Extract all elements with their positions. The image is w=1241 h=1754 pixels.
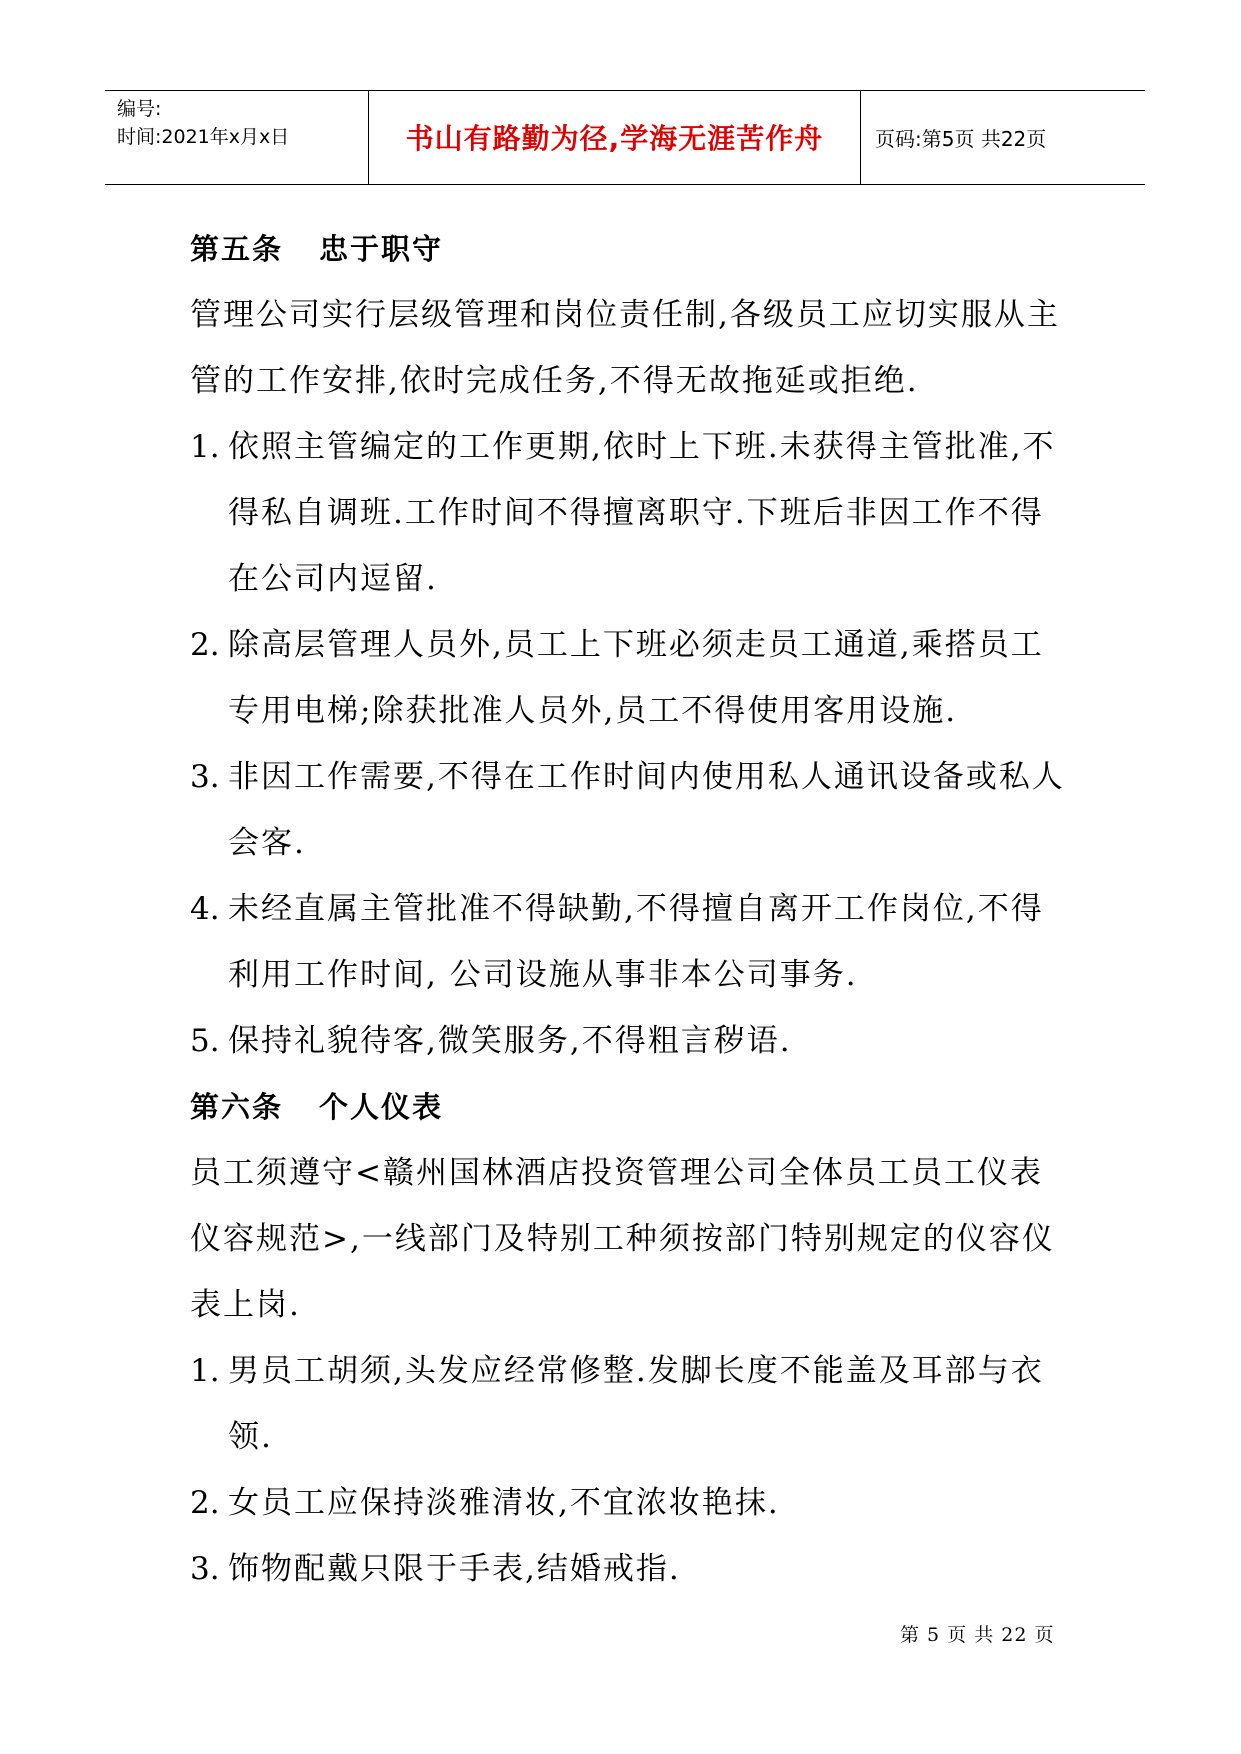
header-number-label: 编号: — [117, 98, 162, 120]
article-5-name: 忠于职守 — [319, 232, 444, 266]
list-item — [190, 1470, 1070, 1536]
article-6-paragraph: 员工须遵守<赣州国林酒店投资管理公司全体员工员工仪表仪容规范>,一线部门及特别工种须按部门特别规定的仪容仪表上岗. — [190, 1155, 1055, 1323]
list-item — [190, 612, 1070, 744]
list-item-number: 2. — [190, 1485, 220, 1521]
list-item-text: 女员工应保持淡雅清妆,不宜浓妆艳抹. — [228, 1485, 780, 1521]
list-item-text: 保持礼貌待客,微笑服务,不得粗言秽语. — [228, 1023, 792, 1059]
header-page-info: 页码:第5页 共22页 — [875, 127, 1047, 151]
article-5-number: 第五条 — [190, 232, 284, 266]
article-6-name: 个人仪表 — [319, 1090, 444, 1124]
article-6-list — [190, 1338, 1070, 1602]
list-item-number: 3. — [190, 759, 220, 795]
document-body — [190, 216, 1070, 1602]
page-footer: 第 5 页 共 22 页 — [900, 1624, 1055, 1646]
list-item-text: 饰物配戴只限于手表,结婚戒指. — [228, 1551, 681, 1587]
list-item-text: 非因工作需要,不得在工作时间内使用私人通讯设备或私人会客. — [228, 759, 1065, 861]
header-divider — [860, 91, 861, 184]
list-item — [190, 744, 1070, 876]
list-item — [190, 1536, 1070, 1602]
list-item-text: 男员工胡须,头发应经常修整.发脚长度不能盖及耳部与衣领. — [228, 1353, 1044, 1455]
page-header — [105, 90, 1145, 185]
list-item-text: 依照主管编定的工作更期,依时上下班.未获得主管批准,不得私自调班.工作时间不得擅离职守.下班后非因工作不得在公司内逗留. — [228, 429, 1056, 597]
article-5-title — [190, 216, 1070, 282]
article-5-list — [190, 414, 1070, 1074]
list-item — [190, 876, 1070, 1008]
list-item-number: 4. — [190, 891, 220, 927]
header-time-label: 时间:2021年x月x日 — [117, 126, 290, 148]
list-item-number: 5. — [190, 1023, 220, 1059]
header-meta — [117, 95, 289, 151]
list-item — [190, 1008, 1070, 1074]
list-item-number: 3. — [190, 1551, 220, 1587]
list-item-text: 未经直属主管批准不得缺勤,不得擅自离开工作岗位,不得利用工作时间, 公司设施从事非本公司事务. — [228, 891, 1044, 993]
list-item — [190, 1338, 1070, 1470]
list-item-text: 除高层管理人员外,员工上下班必须走员工通道,乘搭员工专用电梯;除获批准人员外,员工不得使用客用设施. — [228, 627, 1044, 729]
header-motto: 书山有路勤为径,学海无涯苦作舟 — [405, 122, 824, 155]
article-6-title — [190, 1074, 1070, 1140]
article-6-number: 第六条 — [190, 1090, 284, 1124]
list-item-number: 2. — [190, 627, 220, 663]
list-item-number: 1. — [190, 1353, 220, 1389]
list-item — [190, 414, 1070, 612]
article-5-paragraph: 管理公司实行层级管理和岗位责任制,各级员工应切实服从主管的工作安排,依时完成任务,不得无故拖延或拒绝. — [190, 297, 1060, 399]
list-item-number: 1. — [190, 429, 220, 465]
